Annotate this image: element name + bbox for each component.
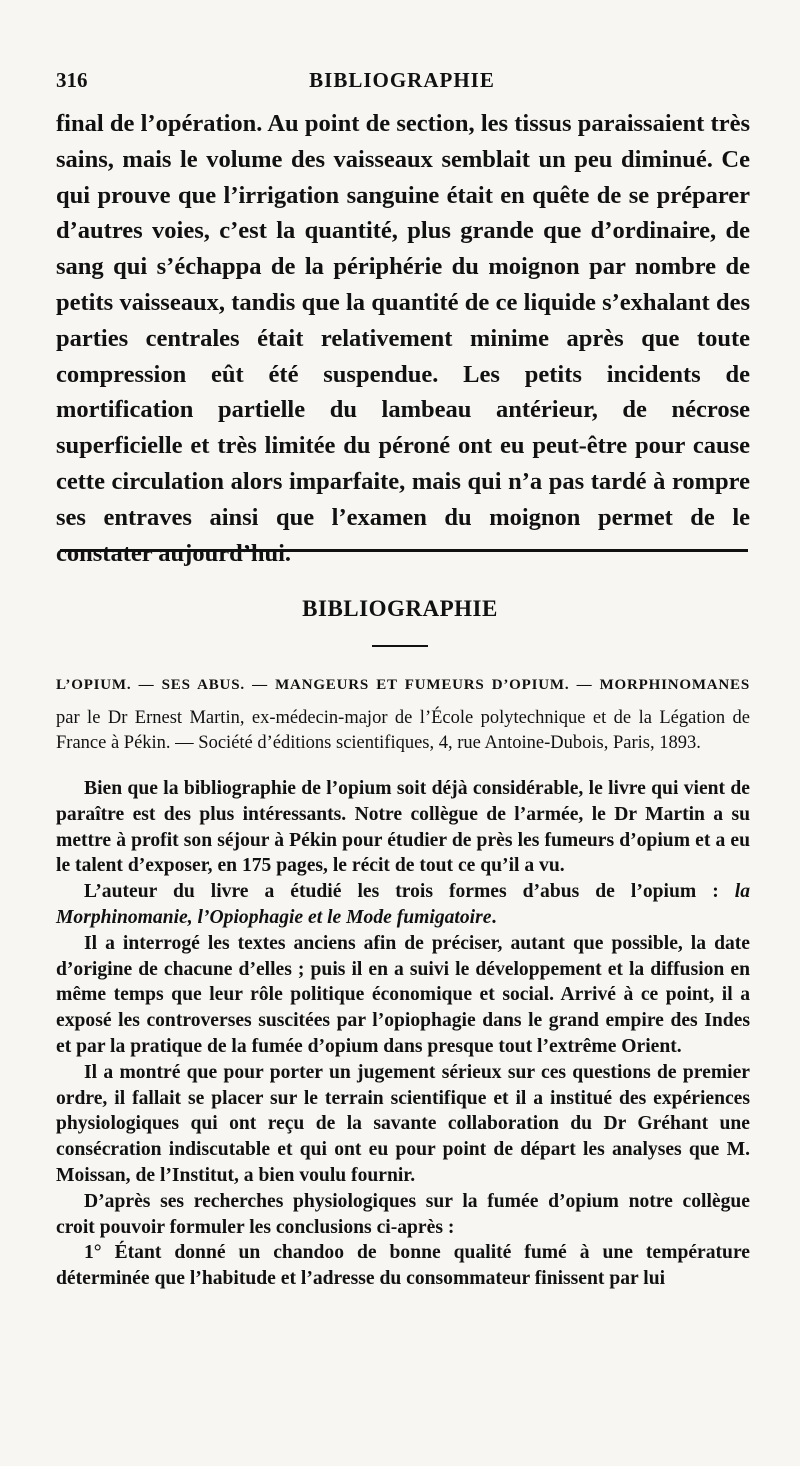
entry-reference: par le Dr Ernest Martin, ex-médecin-major de l’École polytechnique et de la Légation de France à Pékin. — Société d’éditions scientifiques, 4, rue Antoine-Dubois, Paris, 1893. — [56, 708, 750, 753]
bibliography-title: BIBLIOGRAPHIE — [302, 596, 498, 621]
review-paragraph-3: Il a interrogé les textes anciens afin de préciser, autant que possible, la date d’origine de chacune d’elles ; puis il en a suivi le développement et la diffusion en même temps que leur rôle politique économique et social. Arrivé à ce point, il a exposé les controverses suscitées par l’opiophagie dans le grand empire des Indes et par la pratique de la fumée d’opium dans presque tout l’extrême Orient. — [56, 932, 750, 1057]
chapter-text — [56, 106, 750, 571]
chapter-paragraph: final de l’opération. Au point de section, les tissus paraissaient très sains, mais le volume des vaisseaux semblait un peu diminué. Ce qui prouve que l’irrigation sanguine était en quête de se préparer d’autres voies, c’est la quantité, plus grande que d’ordinaire, de sang qui s’échappa de la périphérie du moignon par nombre de petits vaisseaux, tandis que la quantité de ce liquide s’exhalant des parties centrales était relativement minime après que toute compression eût été suspendue. Les petits incidents de mortification partielle du lambeau antérieur, de nécrose superficielle et très limitée du péroné ont eu peut-être pour cause cette circulation alors imparfaite, mais qui n’a pas tardé à rompre ses entraves ainsi que l’examen du moignon permet de le constater aujourd’hui. — [56, 110, 750, 567]
review-paragraph-5: D’après ses recherches physiologiques sur la fumée d’opium notre collègue croit pouvoir formuler les conclusions ci-après : — [56, 1190, 750, 1238]
review-paragraph-2-end: . — [491, 906, 497, 928]
review-paragraph-4: Il a montré que pour porter un jugement sérieux sur ces questions de premier ordre, il fallait se placer sur le terrain scientifique et il a institué des expériences physiologiques qui ont reçu de la savante collaboration du Dr Gréhant une consécration indiscutable et qui ont eu pour point de départ les analyses que M. Moissan, de l’Institut, a bien voulu fournir. — [56, 1061, 750, 1186]
review-paragraph-2-start: L’auteur du livre a étudié les trois formes d’abus de l’opium : — [84, 881, 719, 903]
running-head — [56, 68, 748, 98]
review-paragraph-6: 1° Étant donné un chandoo de bonne qualité fumé à une température déterminée que l’habitude et l’adresse du consommateur finissent par lui — [56, 1242, 750, 1290]
entry-heading: L’OPIUM. — SES ABUS. — MANGEURS ET FUMEURS D’OPIUM. — MORPHINOMANES — [56, 677, 750, 693]
abuse-forms-italic: la Morphinomanie, l’Opiophagie et le Mode fumigatoire — [56, 881, 751, 928]
running-title: BIBLIOGRAPHIE — [309, 68, 495, 92]
section-divider — [60, 549, 748, 552]
review-paragraph-2 — [56, 879, 750, 931]
review-paragraph-1: Bien que la bibliographie de l’opium soit déjà considérable, le livre qui vient de paraître est des plus intéressants. Notre collègue de l’armée, le Dr Martin a su mettre à profit son séjour à Pékin pour étudier de près les fumeurs d’opium et a eu le talent d’exposer, en 175 pages, le récit de tout ce qu’il a vu. — [56, 778, 750, 877]
title-underline — [372, 645, 428, 647]
review-text — [56, 776, 750, 1292]
page-number: 316 — [56, 68, 88, 92]
bibliography-entry — [56, 672, 750, 1292]
